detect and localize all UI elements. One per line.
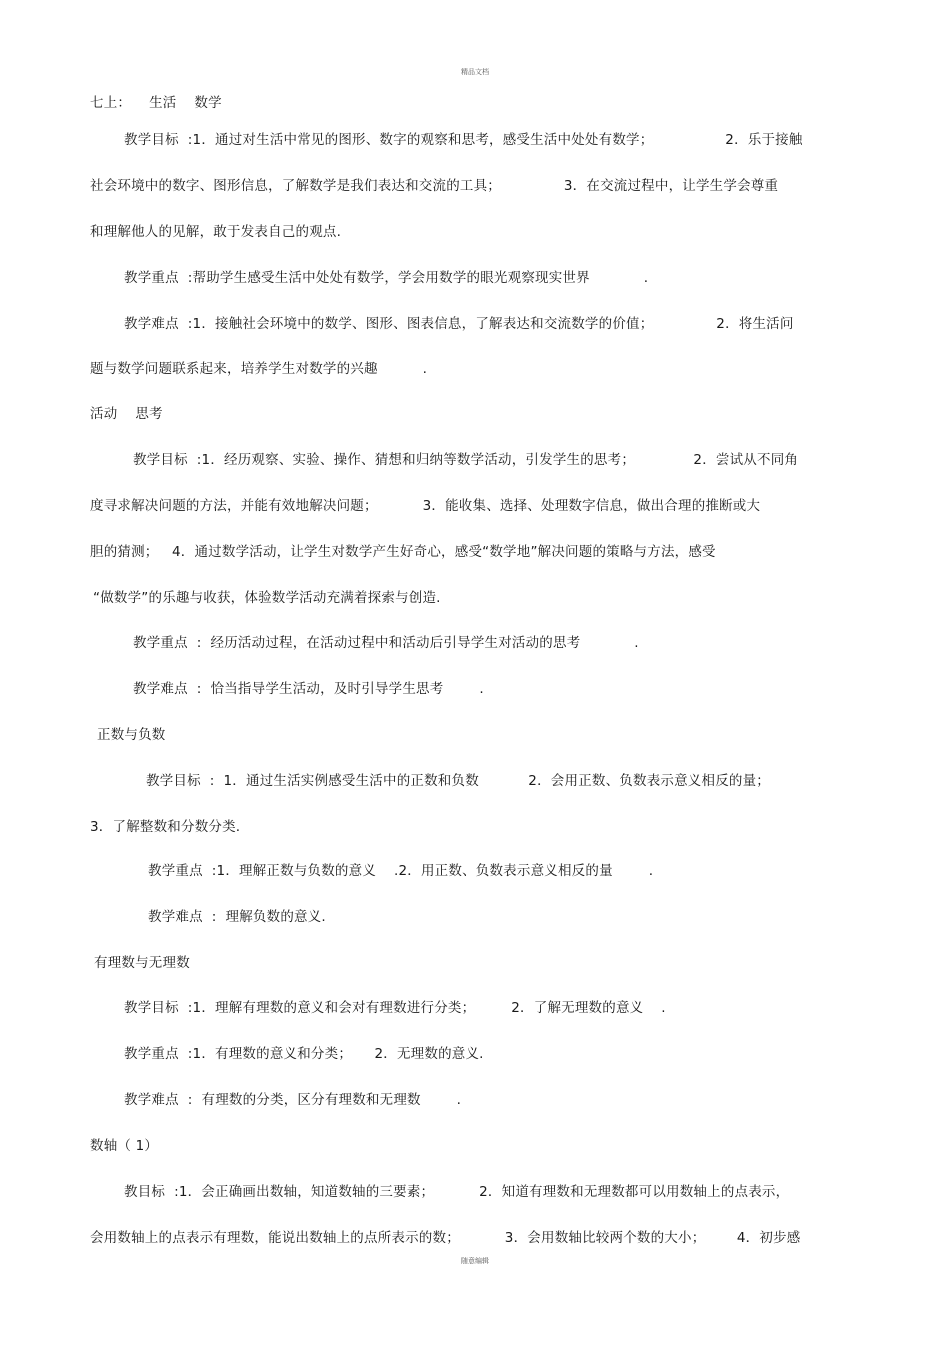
page-footer: 随意编辑: [461, 1257, 489, 1265]
text-line: 教学重点 :1．有理数的意义和分类； 2．无理数的意义.: [124, 1046, 484, 1062]
text-line: 会用数轴上的点表示有理数，能说出数轴上的点所表示的数； 3．会用数轴比较两个数的大小； 4．初步感: [90, 1230, 801, 1246]
section-title-number-line: 数轴（ 1）: [90, 1138, 159, 1154]
text-line: 教目标 :1．会正确画出数轴，知道数轴的三要素； 2．知道有理数和无理数都可以用数轴上的点表示，: [124, 1184, 790, 1200]
text-line: 教学目标 : 1．通过生活实例感受生活中的正数和负数 2．会用正数、负数表示意义相反的量；: [146, 773, 770, 789]
text-line: 度寻求解决问题的方法，并能有效地解决问题； 3．能收集、选择、处理数字信息，做出合理的推断或大: [90, 498, 761, 514]
section-title-life-math: 七上： 生活 数学: [90, 95, 222, 111]
text-line: 和理解他人的见解，敢于发表自己的观点.: [90, 224, 342, 240]
text-line: 教学重点 : 经历活动过程，在活动过程中和活动后引导学生对活动的思考 .: [133, 635, 639, 651]
text-line: 教学难点 : 恰当指导学生活动，及时引导学生思考 .: [133, 681, 484, 697]
section-title-activity-thinking: 活动 思考: [90, 406, 163, 422]
text-line: 社会环境中的数字、图形信息，了解数学是我们表达和交流的工具； 3．在交流过程中，让学生学会尊重: [90, 178, 779, 194]
text-line: 教学重点 :1．理解正数与负数的意义 .2．用正数、负数表示意义相反的量 .: [148, 863, 654, 879]
text-line: “做数学”的乐趣与收获，体验数学活动充满着探索与创造.: [93, 590, 441, 606]
text-line: 3．了解整数和分数分类.: [90, 819, 241, 835]
text-line: 题与数学问题联系起来，培养学生对数学的兴趣 .: [90, 361, 428, 377]
text-line: 教学目标 :1．通过对生活中常见的图形、数字的观察和思考，感受生活中处处有数学； 2．乐于接触: [124, 132, 803, 148]
text-line: 教学目标 :1．理解有理数的意义和会对有理数进行分类； 2．了解无理数的意义 .: [124, 1000, 666, 1016]
text-line: 教学难点 : 理解负数的意义.: [148, 909, 326, 925]
text-line: 教学目标 :1．经历观察、实验、操作、猜想和归纳等数学活动，引发学生的思考； 2．尝试从不同角: [133, 452, 799, 468]
page-header: 精品文档: [461, 68, 489, 76]
text-line: 教学难点 : 有理数的分类，区分有理数和无理数 .: [124, 1092, 462, 1108]
section-title-rational-irrational: 有理数与无理数: [94, 955, 190, 971]
text-line: 教学难点 :1．接触社会环境中的数学、图形、图表信息，了解表达和交流数学的价值； 2．将生活问: [124, 316, 794, 332]
text-line: 胆的猜测； 4．通过数学活动，让学生对数学产生好奇心，感受“数学地”解决问题的策略与方法，感受: [90, 544, 716, 560]
text-line: 教学重点 :帮助学生感受生活中处处有数学，学会用数学的眼光观察现实世界 .: [124, 270, 649, 286]
section-title-positive-negative: 正数与负数: [97, 727, 166, 743]
